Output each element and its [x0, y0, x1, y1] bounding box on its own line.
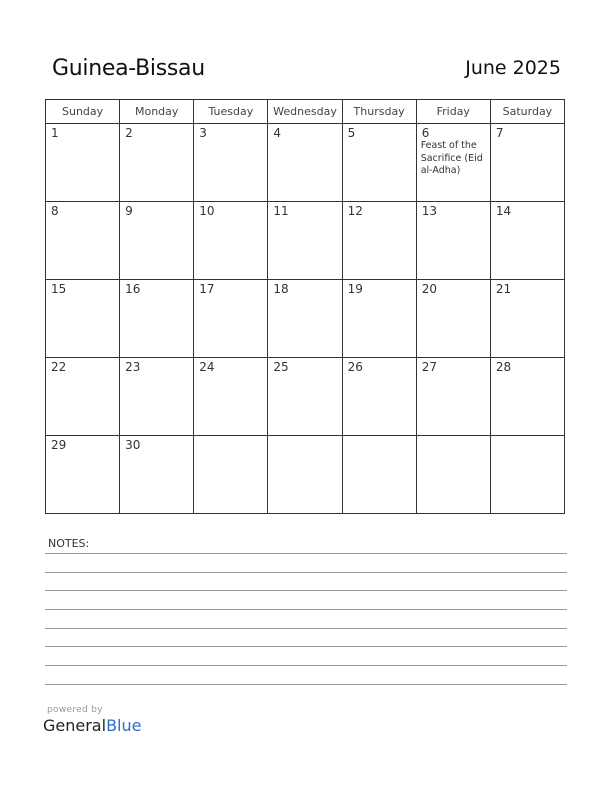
day-cell: [490, 124, 564, 202]
calendar-grid: [45, 99, 565, 514]
week-row: [46, 436, 565, 514]
day-cell: [268, 280, 342, 358]
week-row: [46, 358, 565, 436]
day-number: 30: [125, 438, 141, 452]
day-cell: [342, 202, 416, 280]
notes-line: [45, 609, 567, 610]
calendar-country-title: Guinea-Bissau: [52, 56, 205, 81]
day-cell: [194, 202, 268, 280]
logo-text-blue: Blue: [106, 716, 142, 735]
day-cell: [268, 202, 342, 280]
notes-line: [45, 572, 567, 573]
day-number: 1: [51, 126, 59, 140]
weekday-header: Wednesday: [268, 100, 342, 124]
week-row: [46, 124, 565, 202]
day-number: 5: [347, 126, 356, 140]
notes-label: NOTES:: [48, 537, 90, 550]
day-number: 21: [495, 282, 512, 296]
day-cell: [120, 280, 194, 358]
day-cell: [490, 358, 564, 436]
day-number: 11: [273, 204, 289, 218]
logo-text-general: General: [43, 716, 107, 735]
day-number: 29: [51, 438, 67, 452]
day-cell: [194, 436, 268, 514]
day-cell: [416, 124, 490, 202]
weekday-header: Thursday: [342, 100, 416, 124]
week-row: [46, 280, 565, 358]
day-cell: [416, 436, 490, 514]
day-cell: [46, 124, 120, 202]
day-cell: [416, 280, 490, 358]
day-number: 13: [421, 204, 437, 218]
day-cell: [194, 124, 268, 202]
day-cell: [46, 358, 120, 436]
day-number: 25: [273, 360, 289, 374]
day-number: 7: [495, 126, 504, 140]
day-number: 4: [273, 126, 282, 140]
week-row: [46, 202, 565, 280]
day-cell: [268, 436, 342, 514]
weekday-header: Monday: [120, 100, 194, 124]
day-cell: [120, 202, 194, 280]
day-number: 27: [421, 360, 437, 374]
day-cell: [416, 202, 490, 280]
day-number: 14: [495, 204, 512, 218]
powered-by-text: powered by: [47, 705, 103, 715]
day-number: 22: [51, 360, 67, 374]
notes-line: [45, 665, 567, 666]
day-cell: [268, 124, 342, 202]
day-number: 3: [199, 126, 207, 140]
day-number: 18: [273, 282, 289, 296]
day-cell: [120, 124, 194, 202]
day-number: 10: [199, 204, 215, 218]
day-number: 16: [125, 282, 141, 296]
day-cell: [46, 202, 120, 280]
day-number: 23: [125, 360, 141, 374]
day-cell: [490, 436, 564, 514]
weekday-header: Friday: [416, 100, 490, 124]
notes-line: [45, 646, 567, 647]
notes-line: [45, 590, 567, 591]
day-cell: [342, 280, 416, 358]
day-cell: [46, 280, 120, 358]
day-number: 15: [51, 282, 67, 296]
day-cell: [490, 280, 564, 358]
day-number: 12: [347, 204, 363, 218]
day-number: 2: [125, 126, 133, 140]
day-cell: [120, 358, 194, 436]
day-cell: [490, 202, 564, 280]
day-cell: [342, 436, 416, 514]
weekday-header: Sunday: [46, 100, 120, 124]
notes-line: [45, 684, 567, 685]
day-number: 19: [347, 282, 363, 296]
weekday-header: Tuesday: [194, 100, 268, 124]
notes-line: [45, 553, 567, 554]
day-cell: [268, 358, 342, 436]
day-number: 8: [51, 204, 59, 218]
notes-line: [45, 628, 567, 629]
day-number: 24: [199, 360, 215, 374]
day-number: 6: [421, 126, 430, 140]
day-cell: [194, 280, 268, 358]
day-cell: [342, 124, 416, 202]
day-number: 26: [347, 360, 363, 374]
calendar-month-year: June 2025: [465, 57, 561, 79]
weekday-header-row: [46, 100, 565, 124]
weekday-header: Saturday: [490, 100, 564, 124]
holiday-label: Feast of the Sacrifice (Eid al-Adha): [420, 140, 483, 176]
day-cell: [120, 436, 194, 514]
day-number: 17: [199, 282, 215, 296]
day-number: 20: [421, 282, 437, 296]
day-cell: [342, 358, 416, 436]
day-cell: [194, 358, 268, 436]
day-number: 28: [495, 360, 512, 374]
generalblue-logo: [43, 716, 141, 735]
day-number: 9: [125, 204, 133, 218]
day-cell: [46, 436, 120, 514]
day-cell: [416, 358, 490, 436]
